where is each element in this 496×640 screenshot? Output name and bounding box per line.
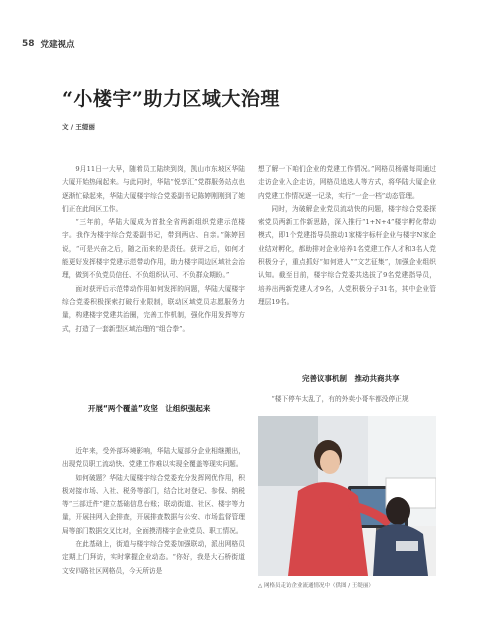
paragraph: 想了解一下咱们企业的党建工作情况。”网格员杨震每周通过走访企业入企走访，网格员追选人等方式，将华陆大厦企业内党建工作情况逐一记录，实行“一企一档”动态管理。 <box>258 165 436 200</box>
paragraph: 同时，为破解企业党员流动快的问题，楼宇综合党委探索党员两新工作新思路，深入推行“1+N+4”楼宇孵化带动模式，即1个党建指导员推动1家楼宇标杆企业与楼宇N家企业结对孵化，都助排对企业培养1名党建工作人才和3名人党积极分子，重点抓好“如何进人”“文艺征集”，加强企业组织认知。截至目前，楼宇综合党委共选拔了9名党建指导员，培养出两新党建人才9名，人党积极分子31名，其中企业管理层19名。 <box>258 204 436 306</box>
article-title: “小楼宇”助力区域大治理 <box>62 88 280 110</box>
paragraph: “三年前，华陆大厦成为首批全省两新组织党建示范楼宇。我作为楼宇综合党委副书记，带到两店、自亲。”陈婷回说，“可是兴奋之后，随之而来的是责任。获评之后，如何才能更好发挥楼宇党建示范带动作用，助力楼宇周边区域社会治理，做到不负党员信任、不负组织认可、不负群众期盼。” <box>62 218 245 280</box>
article-photo <box>258 416 436 576</box>
right-column-top <box>258 163 436 309</box>
paragraph: 9月11日一大早，随着员工陆续到岗，凯山市东坡区华陆大厦开始热闹起来。与此同时，华陆“悦享汇”党群服务站点也逐渐忙碌起来，华陆大厦楼宇综合党委副书记陈婷刚刚到了她们正在此间区工作。 <box>62 165 245 213</box>
paragraph: 如何破题？华陆大厦楼宇综合党委充分发挥网优作用，积极对接市场、入社、税务等部门，结合比对登记、参保、纳税等“三部迁件”建立基础信息台账；联动街道、社区、楼宇等力量，开展挂网入企排查，开展排查数据与公安、市场监督管理局等部门数据交叉比对，全面摸清楼宇企业党员、职工情况。 <box>62 473 245 535</box>
paragraph: 面对获评后示范带动作用如何发挥的问题，华陆大厦楼宇综合党委积极探索打破行业限制，联动区域党员志愿服务力量，构建楼宇党建共治圈，完善工作机制，强化作用发挥等方式，打造了一套新型区域治理的“组合拳”。 <box>62 284 245 333</box>
photo-caption: △ 网格员走访企业流通情况中（供图 / 王缇丽） <box>258 583 374 589</box>
section-label: 党建视点 <box>40 40 75 50</box>
section-subheading-2: 完善议事机制 推动共商共享 <box>302 374 400 383</box>
paragraph: 在此基础上，街道与楼宇综合党委加强联动，派出网格员定期上门拜访，实时掌握企业动态。“你好，我是大石桥街道文安四路社区网格员，今天所访是 <box>62 540 245 575</box>
paragraph: “楼下停车太乱了，有的外卖小哥车都没停正规 <box>271 395 409 403</box>
page-number: 58 <box>22 39 35 49</box>
paragraph: 近年来，受外部环境影响，华陆大厦部分企业相继搬出，出现党员职工流动快、党建工作难以实现全覆盖等现实问题。 <box>62 447 245 469</box>
left-column-top <box>62 163 245 336</box>
right-column-tail <box>258 393 436 406</box>
author-line: 文 / 王缇丽 <box>62 123 95 131</box>
left-column-bottom <box>62 445 245 578</box>
section-subheading-1: 开展“两个覆盖”攻坚 让组织强起来 <box>88 404 211 413</box>
page-header <box>22 38 75 50</box>
